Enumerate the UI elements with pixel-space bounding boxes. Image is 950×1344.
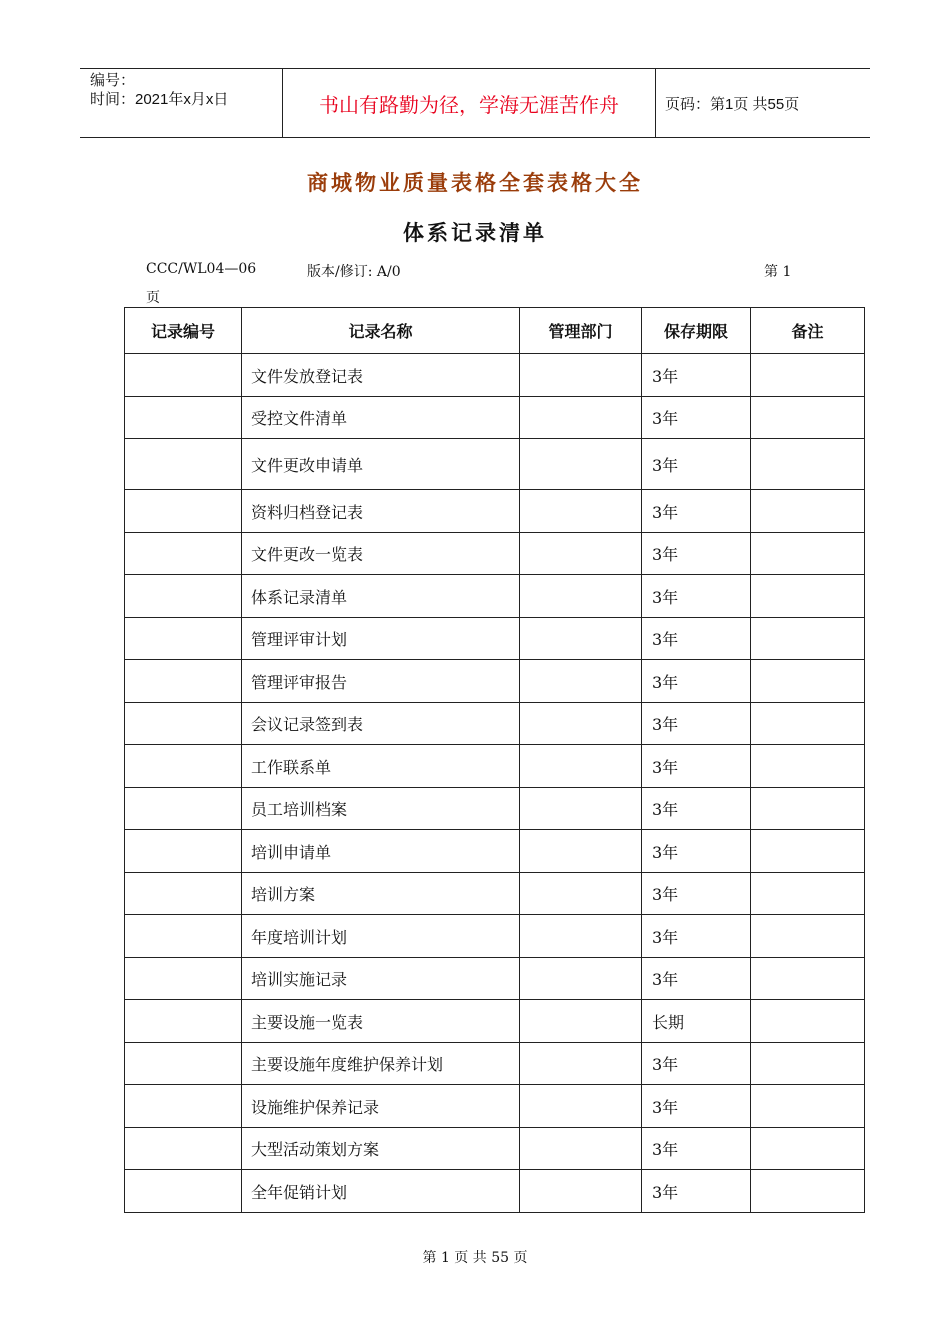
table-row [125,788,865,830]
document-version: 版本/修订: A/0 [307,264,401,280]
record-name-cell: 体系记录清单 [242,575,520,618]
record-id-cell [125,354,242,397]
record-name-cell: 受控文件清单 [242,397,520,439]
department-cell [520,533,642,575]
table-header-row [125,308,865,354]
table-row [125,1170,865,1213]
retention-cell: 3年 [642,1085,751,1128]
department-cell [520,354,642,397]
department-cell [520,1085,642,1128]
record-id-cell [125,575,242,618]
record-name-cell: 员工培训档案 [242,788,520,830]
note-cell [751,745,865,788]
page-footer: 第 1 页 共 55 页 [422,1250,528,1266]
note-cell [751,660,865,703]
retention-cell: 3年 [642,575,751,618]
note-cell [751,1043,865,1085]
retention-cell: 长期 [642,1000,751,1043]
header-page-info: 页码：第1页 共55页 [665,95,800,113]
note-cell [751,618,865,660]
retention-cell: 3年 [642,788,751,830]
record-name-cell: 主要设施一览表 [242,1000,520,1043]
record-name-cell: 全年促销计划 [242,1170,520,1213]
record-id-cell [125,533,242,575]
note-cell [751,873,865,915]
department-cell [520,703,642,745]
record-name-cell: 培训申请单 [242,830,520,873]
record-name-cell: 会议记录签到表 [242,703,520,745]
note-cell [751,354,865,397]
table-row [125,1085,865,1128]
note-cell [751,703,865,745]
record-name-cell: 大型活动策划方案 [242,1128,520,1170]
record-name-cell: 文件发放登记表 [242,354,520,397]
retention-cell: 3年 [642,1128,751,1170]
record-id-cell [125,1085,242,1128]
column-header-retention: 保存期限 [642,308,751,354]
department-cell [520,618,642,660]
note-cell [751,830,865,873]
table-row [125,439,865,490]
department-cell [520,788,642,830]
record-name-cell: 培训方案 [242,873,520,915]
retention-cell: 3年 [642,618,751,660]
retention-cell: 3年 [642,439,751,490]
record-id-cell [125,1043,242,1085]
department-cell [520,745,642,788]
department-cell [520,958,642,1000]
department-cell [520,830,642,873]
retention-cell: 3年 [642,1170,751,1213]
record-name-cell: 年度培训计划 [242,915,520,958]
record-id-cell [125,660,242,703]
document-subtitle: 体系记录清单 [403,220,547,245]
record-id-cell [125,439,242,490]
record-id-cell [125,490,242,533]
note-cell [751,915,865,958]
table-row [125,745,865,788]
table-body [125,354,865,1213]
table-row [125,660,865,703]
table-row [125,873,865,915]
table-row [125,575,865,618]
retention-cell: 3年 [642,958,751,1000]
table-row [125,703,865,745]
record-name-cell: 管理评审报告 [242,660,520,703]
record-id-cell [125,397,242,439]
department-cell [520,575,642,618]
header-info-cell [80,69,282,137]
retention-cell: 3年 [642,1043,751,1085]
column-header-note: 备注 [751,308,865,354]
document-page-suffix: 页 [146,290,160,306]
department-cell [520,1000,642,1043]
note-cell [751,788,865,830]
table-row [125,354,865,397]
department-cell [520,1128,642,1170]
number-label: 编号： [90,72,136,89]
document-title: 商城物业质量表格全套表格大全 [307,170,643,195]
note-cell [751,958,865,1000]
retention-cell: 3年 [642,745,751,788]
table-row [125,397,865,439]
retention-cell: 3年 [642,873,751,915]
table-row [125,915,865,958]
record-id-cell [125,703,242,745]
record-id-cell [125,745,242,788]
note-cell [751,1085,865,1128]
note-cell [751,1128,865,1170]
record-name-cell: 工作联系单 [242,745,520,788]
table-row [125,490,865,533]
note-cell [751,575,865,618]
retention-cell: 3年 [642,490,751,533]
retention-cell: 3年 [642,397,751,439]
table-row [125,830,865,873]
department-cell [520,490,642,533]
department-cell [520,915,642,958]
department-cell [520,439,642,490]
table-row [125,618,865,660]
department-cell [520,873,642,915]
note-cell [751,1170,865,1213]
column-header-department: 管理部门 [520,308,642,354]
time-label: 时间：2021年x月x日 [90,91,229,108]
document-code: CCC/WL04—06 [146,261,257,277]
record-id-cell [125,958,242,1000]
record-id-cell [125,1128,242,1170]
column-header-record-id: 记录编号 [125,308,242,354]
department-cell [520,1170,642,1213]
retention-cell: 3年 [642,660,751,703]
department-cell [520,1043,642,1085]
record-id-cell [125,618,242,660]
note-cell [751,533,865,575]
table-row [125,1043,865,1085]
table-row [125,958,865,1000]
record-name-cell: 文件更改一览表 [242,533,520,575]
retention-cell: 3年 [642,533,751,575]
record-id-cell [125,915,242,958]
retention-cell: 3年 [642,354,751,397]
record-id-cell [125,1000,242,1043]
record-id-cell [125,873,242,915]
department-cell [520,397,642,439]
column-header-record-name: 记录名称 [242,308,520,354]
record-name-cell: 培训实施记录 [242,958,520,1000]
record-name-cell: 资料归档登记表 [242,490,520,533]
record-name-cell: 文件更改申请单 [242,439,520,490]
table-row [125,533,865,575]
page-header [80,68,870,138]
document-page-number: 第 1 [764,264,792,280]
record-name-cell: 主要设施年度维护保养计划 [242,1043,520,1085]
record-list-table [124,307,865,1213]
note-cell [751,439,865,490]
department-cell [520,660,642,703]
record-name-cell: 管理评审计划 [242,618,520,660]
table-row [125,1000,865,1043]
record-id-cell [125,830,242,873]
record-id-cell [125,1170,242,1213]
note-cell [751,490,865,533]
note-cell [751,397,865,439]
header-motto: 书山有路勤为径，学海无涯苦作舟 [282,69,656,137]
retention-cell: 3年 [642,830,751,873]
record-id-cell [125,788,242,830]
table-row [125,1128,865,1170]
retention-cell: 3年 [642,703,751,745]
retention-cell: 3年 [642,915,751,958]
record-name-cell: 设施维护保养记录 [242,1085,520,1128]
note-cell [751,1000,865,1043]
